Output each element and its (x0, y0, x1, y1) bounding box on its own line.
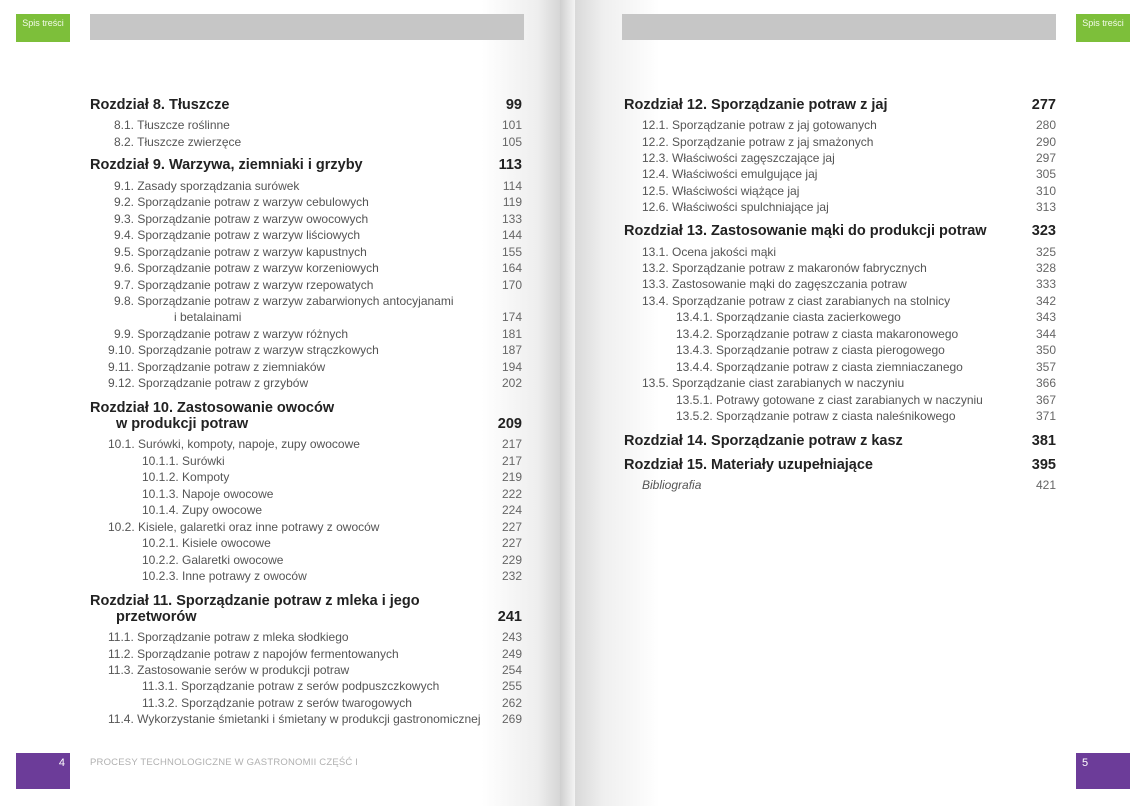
toc-section-row (90, 678, 522, 694)
toc-chapter-row (624, 222, 1056, 240)
toc-entry-title: 10.1.3. Napoje owocowe (142, 487, 274, 501)
toc-entry-page: 222 (501, 487, 522, 501)
toc-entry-page: 164 (501, 261, 522, 275)
toc-entry-title: 9.10. Sporządzanie potraw z warzyw strączkowych (108, 343, 379, 357)
toc-section-row (624, 477, 1056, 493)
toc-entry-title: 13.5. Sporządzanie ciast zarabianych w naczyniu (642, 376, 905, 390)
toc-entry-title: 9.5. Sporządzanie potraw z warzyw kapustnych (114, 245, 367, 259)
toc-section-row (90, 711, 522, 727)
toc-entry-page: 101 (501, 118, 522, 132)
toc-entry-title: 9.2. Sporządzanie potraw z warzyw cebulowych (114, 195, 369, 209)
toc-entry-title: 10.2.2. Galaretki owocowe (142, 553, 284, 567)
toc-entry-title: Bibliografia (642, 478, 702, 492)
toc-section-row (90, 211, 522, 227)
toc-entry-title: 12.3. Właściwości zagęszczające jaj (642, 151, 835, 165)
toc-entry-page: 155 (501, 245, 522, 259)
toc-entry-page: 187 (501, 343, 522, 357)
toc-entry-page: 366 (1035, 376, 1056, 390)
toc-entry-page: 277 (1031, 97, 1056, 113)
toc-entry-title: 10.1. Surówki, kompoty, napoje, zupy owocowe (108, 437, 360, 451)
left-page-number (16, 753, 70, 789)
toc-section-row (90, 662, 522, 678)
toc-section-row (624, 150, 1056, 166)
toc-section-row (624, 117, 1056, 133)
toc-entry-page: 342 (1035, 294, 1056, 308)
toc-entry-page: 144 (501, 228, 522, 242)
toc-entry-title: Rozdział 10. Zastosowanie owoców (90, 400, 335, 416)
toc-entry-page: 255 (501, 679, 522, 693)
toc-entry-title: 13.4. Sporządzanie potraw z ciast zarabianych na stolnicy (642, 294, 951, 308)
toc-section-row (90, 436, 522, 452)
toc-entry-page: 325 (1035, 245, 1056, 259)
toc-entry-title: 8.2. Tłuszcze zwierzęce (114, 135, 242, 149)
toc-chapter-row (90, 608, 522, 626)
toc-entry-page: 328 (1035, 261, 1056, 275)
toc-section-row (90, 502, 522, 518)
toc-entry-title: 12.6. Właściwości spulchniające jaj (642, 200, 829, 214)
toc-entry-title: 10.1.4. Zupy owocowe (142, 503, 263, 517)
toc-section-row (90, 375, 522, 391)
toc-section-row (90, 117, 522, 133)
toc-entry-title: 9.6. Sporządzanie potraw z warzyw korzeniowych (114, 261, 379, 275)
toc-section-row (624, 326, 1056, 342)
toc-entry-title: 10.2.1. Kisiele owocowe (142, 536, 271, 550)
toc-entry-page: 219 (501, 470, 522, 484)
toc-section-row (90, 535, 522, 551)
toc-entry-page: 344 (1035, 327, 1056, 341)
right-section-tab: Spis treści (1076, 14, 1130, 42)
toc-entry-title: 9.8. Sporządzanie potraw z warzyw zabarwionych antocyjanami (114, 294, 454, 308)
toc-section-row (90, 244, 522, 260)
toc-entry-page: 119 (502, 195, 522, 209)
toc-entry-page: 99 (505, 97, 522, 113)
toc-entry-page: 114 (502, 179, 522, 193)
toc-section-row (90, 293, 522, 309)
toc-section-row (624, 408, 1056, 424)
toc-entry-page: 310 (1035, 184, 1056, 198)
toc-section-row (624, 183, 1056, 199)
toc-entry-title: 10.1.1. Surówki (142, 454, 225, 468)
toc-entry-title: 13.3. Zastosowanie mąki do zagęszczania potraw (642, 277, 907, 291)
toc-entry-page: 262 (501, 696, 522, 710)
toc-entry-title: i betalainami (174, 310, 242, 324)
right-page-number-text: 5 (1082, 757, 1089, 769)
toc-entry-page: 254 (501, 663, 522, 677)
toc-entry-page: 170 (501, 278, 522, 292)
toc-entry-title: Rozdział 12. Sporządzanie potraw z jaj (624, 97, 888, 113)
toc-entry-page: 313 (1035, 200, 1056, 214)
toc-section-row (624, 260, 1056, 276)
toc-section-row (624, 166, 1056, 182)
toc-entry-title: przetworów (116, 609, 197, 625)
toc-chapter-row (624, 432, 1056, 450)
toc-entry-title: 13.5.2. Sporządzanie potraw z ciasta naleśnikowego (676, 409, 956, 423)
toc-entry-title: 11.2. Sporządzanie potraw z napojów fermentowanych (108, 647, 399, 661)
toc-entry-page: 280 (1035, 118, 1056, 132)
toc-entry-title: 11.4. Wykorzystanie śmietanki i śmietany w produkcji gastronomicznej (108, 712, 481, 726)
toc-entry-title: 11.3.1. Sporządzanie potraw z serów podpuszczkowych (142, 679, 440, 693)
right-page-number (1076, 753, 1130, 789)
toc-section-row (90, 309, 522, 325)
toc-entry-page: 241 (497, 609, 522, 625)
toc-entry-page: 305 (1035, 167, 1056, 181)
toc-entry-page: 357 (1035, 360, 1056, 374)
toc-entry-title: Rozdział 13. Zastosowanie mąki do produkcji potraw (624, 223, 987, 239)
toc-chapter-row (624, 96, 1056, 114)
toc-section-row (90, 519, 522, 535)
toc-section-row (90, 178, 522, 194)
toc-entry-title: Rozdział 9. Warzywa, ziemniaki i grzyby (90, 157, 363, 173)
toc-entry-title: 9.1. Zasady sporządzania surówek (114, 179, 300, 193)
toc-entry-title: 12.2. Sporządzanie potraw z jaj smażonych (642, 135, 874, 149)
toc-entry-page: 371 (1035, 409, 1056, 423)
toc-entry-title: 9.9. Sporządzanie potraw z warzyw różnych (114, 327, 349, 341)
toc-entry-page: 174 (501, 310, 522, 324)
toc-section-row (90, 646, 522, 662)
toc-entry-title: 13.4.3. Sporządzanie potraw z ciasta pierogowego (676, 343, 945, 357)
toc-section-row (624, 276, 1056, 292)
book-title-footer: PROCESY TECHNOLOGICZNE W GASTRONOMII CZĘŚĆ I (90, 757, 359, 768)
toc-entry-page: 229 (501, 553, 522, 567)
toc-entry-page: 343 (1035, 310, 1056, 324)
toc-entry-title: 13.2. Sporządzanie potraw z makaronów fabrycznych (642, 261, 927, 275)
toc-entry-page: 381 (1031, 433, 1056, 449)
toc-entry-title: 12.1. Sporządzanie potraw z jaj gotowanych (642, 118, 877, 132)
toc-section-row (90, 227, 522, 243)
toc-entry-page: 227 (501, 520, 522, 534)
toc-entry-title: 9.4. Sporządzanie potraw z warzyw liściowych (114, 228, 361, 242)
toc-entry-title: 9.12. Sporządzanie potraw z grzybów (108, 376, 309, 390)
toc-section-row (624, 359, 1056, 375)
toc-section-row (624, 293, 1056, 309)
toc-entry-page: 249 (501, 647, 522, 661)
toc-entry-page: 395 (1031, 457, 1056, 473)
toc-section-row (90, 486, 522, 502)
toc-entry-page: 202 (501, 376, 522, 390)
toc-entry-page: 269 (501, 712, 522, 726)
toc-entry-page: 194 (501, 360, 522, 374)
toc-section-row (624, 199, 1056, 215)
toc-entry-title: Rozdział 14. Sporządzanie potraw z kasz (624, 433, 903, 449)
toc-entry-title: 13.4.4. Sporządzanie potraw z ciasta ziemniaczanego (676, 360, 963, 374)
toc-entry-title: 11.3.2. Sporządzanie potraw z serów twarogowych (142, 696, 412, 710)
toc-right (624, 96, 1056, 496)
toc-entry-title: 12.4. Właściwości emulgujące jaj (642, 167, 818, 181)
toc-entry-title: 11.1. Sporządzanie potraw z mleka słodkiego (108, 630, 349, 644)
left-header-bar (90, 14, 524, 40)
toc-section-row (90, 326, 522, 342)
toc-entry-title: 10.2.3. Inne potrawy z owoców (142, 569, 307, 583)
toc-entry-page: 323 (1031, 223, 1056, 239)
toc-entry-title: 11.3. Zastosowanie serów w produkcji potraw (108, 663, 350, 677)
toc-section-row (90, 134, 522, 150)
toc-entry-page: 217 (501, 437, 522, 451)
right-header-bar (622, 14, 1056, 40)
toc-entry-page: 297 (1035, 151, 1056, 165)
toc-entry-page: 421 (1035, 478, 1056, 492)
toc-entry-page: 209 (497, 416, 522, 432)
toc-entry-title: 9.3. Sporządzanie potraw z warzyw owocowych (114, 212, 369, 226)
toc-section-row (624, 244, 1056, 260)
toc-entry-page: 232 (501, 569, 522, 583)
toc-entry-page: 290 (1035, 135, 1056, 149)
toc-section-row (90, 260, 522, 276)
toc-section-row (90, 469, 522, 485)
toc-section-row (624, 134, 1056, 150)
toc-entry-page: 367 (1035, 393, 1056, 407)
toc-entry-title: Rozdział 11. Sporządzanie potraw z mleka i jego (90, 593, 420, 609)
toc-section-row (90, 695, 522, 711)
toc-entry-title: 8.1. Tłuszcze roślinne (114, 118, 230, 132)
toc-left (90, 96, 522, 736)
toc-section-row (624, 375, 1056, 391)
toc-section-row (624, 392, 1056, 408)
toc-entry-title: Rozdział 15. Materiały uzupełniające (624, 457, 873, 473)
toc-entry-page: 133 (501, 212, 522, 226)
book-gutter (560, 0, 575, 806)
toc-section-row (90, 629, 522, 645)
toc-section-row (90, 277, 522, 293)
toc-section-row (624, 342, 1056, 358)
toc-section-row (90, 453, 522, 469)
toc-entry-page: 227 (501, 536, 522, 550)
toc-entry-page: 217 (501, 454, 522, 468)
toc-entry-page: 113 (498, 157, 522, 173)
toc-entry-title: 9.7. Sporządzanie potraw z warzyw rzepowatych (114, 278, 374, 292)
toc-entry-title: 13.5.1. Potrawy gotowane z ciast zarabianych w naczyniu (676, 393, 983, 407)
toc-section-row (90, 568, 522, 584)
toc-section-row (90, 194, 522, 210)
toc-entry-title: 12.5. Właściwości wiążące jaj (642, 184, 800, 198)
toc-entry-title: Rozdział 8. Tłuszcze (90, 97, 230, 113)
toc-entry-title: 10.1.2. Kompoty (142, 470, 230, 484)
toc-entry-page: 243 (501, 630, 522, 644)
toc-entry-title: 13.1. Ocena jakości mąki (642, 245, 777, 259)
toc-entry-title: w produkcji potraw (116, 416, 249, 432)
toc-chapter-row (90, 96, 522, 114)
toc-section-row (90, 359, 522, 375)
toc-entry-page: 181 (501, 327, 522, 341)
toc-entry-page: 105 (501, 135, 522, 149)
toc-entry-page: 224 (501, 503, 522, 517)
toc-chapter-row (90, 415, 522, 433)
toc-entry-title: 10.2. Kisiele, galaretki oraz inne potrawy z owoców (108, 520, 380, 534)
toc-chapter-row (90, 156, 522, 174)
toc-section-row (90, 342, 522, 358)
left-section-tab: Spis treści (16, 14, 70, 42)
toc-entry-page: 350 (1035, 343, 1056, 357)
toc-section-row (90, 552, 522, 568)
toc-section-row (624, 309, 1056, 325)
toc-chapter-row (624, 456, 1056, 474)
toc-entry-page: 333 (1035, 277, 1056, 291)
left-page-number-text: 4 (58, 757, 65, 769)
toc-entry-title: 13.4.2. Sporządzanie potraw z ciasta makaronowego (676, 327, 959, 341)
toc-entry-title: 13.4.1. Sporządzanie ciasta zacierkowego (676, 310, 901, 324)
toc-entry-title: 9.11. Sporządzanie potraw z ziemniaków (108, 360, 326, 374)
